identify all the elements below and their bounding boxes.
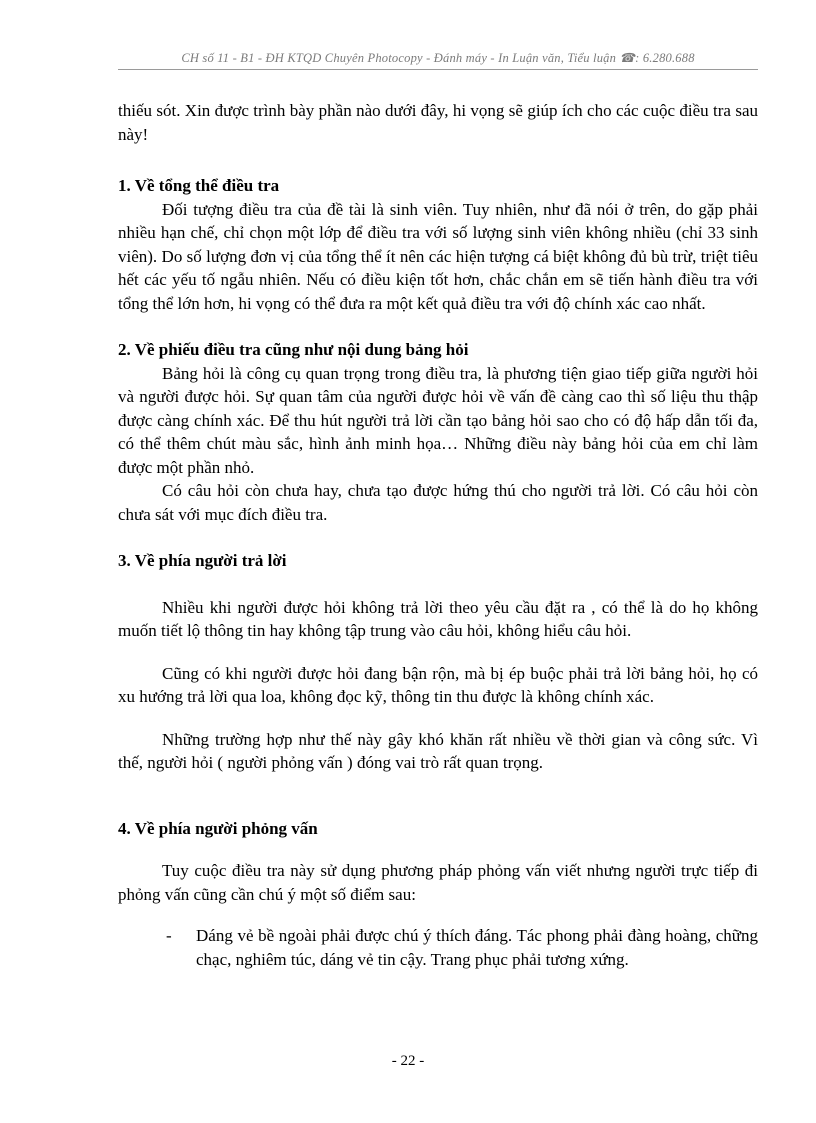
section-4 bbox=[118, 817, 758, 972]
section-heading: 3. Về phía người trả lời bbox=[118, 551, 287, 570]
section-3 bbox=[118, 549, 758, 775]
bullet-marker: - bbox=[166, 926, 172, 945]
paragraph: Nhiều khi người được hỏi không trả lời theo yêu cầu đặt ra , có thể là do họ không muốn tiết lộ thông tin hay không tập trung vào câu hỏi, không hiểu câu hỏi. bbox=[118, 597, 758, 640]
paragraph: Bảng hỏi là công cụ quan trọng trong điều tra, là phương tiện giao tiếp giữa người hỏi và người được hỏi. Sự quan tâm của người được hỏi về vấn đề càng cao thì số liệu thu thập được càng chính xác. Để thu hút người trả lời cần tạo bảng hỏi sao cho có độ hấp dẫn tối đa, có thể thêm chút màu sắc, hình ảnh minh họa… Những điều này bảng hỏi của em chỉ làm được một phần nhỏ. bbox=[118, 363, 758, 477]
section-2 bbox=[118, 338, 758, 526]
bullet-text: Dáng vẻ bề ngoài phải được chú ý thích đáng. Tác phong phải đàng hoàng, chững chạc, nghiêm túc, dáng vẻ tin cậy. Trang phục phải tương xứng. bbox=[196, 926, 758, 969]
section-heading: 1. Về tổng thể điều tra bbox=[118, 176, 280, 195]
header-rule bbox=[118, 69, 758, 70]
bullet-item bbox=[166, 924, 758, 971]
intro-paragraph: thiếu sót. Xin được trình bày phần nào dưới đây, hi vọng sẽ giúp ích cho các cuộc điều tra sau này! bbox=[118, 101, 758, 144]
section-1 bbox=[118, 174, 758, 315]
section-heading: 2. Về phiếu điều tra cũng như nội dung bảng hỏi bbox=[118, 340, 469, 359]
running-header: CH số 11 - B1 - ĐH KTQD Chuyên Photocopy - Đánh máy - In Luận văn, Tiểu luận ☎: 6.280.688 bbox=[181, 51, 695, 65]
paragraph: Những trường hợp như thế này gây khó khăn rất nhiều về thời gian và công sức. Vì thế, người hỏi ( người phỏng vấn ) đóng vai trò rất quan trọng. bbox=[118, 729, 758, 772]
page-body bbox=[118, 99, 758, 971]
paragraph: Cũng có khi người được hỏi đang bận rộn, mà bị ép buộc phải trả lời bảng hỏi, họ có xu hướng trả lời qua loa, không đọc kỹ, thông tin thu được là không chính xác. bbox=[118, 663, 758, 706]
section-heading: 4. Về phía người phỏng vấn bbox=[118, 818, 318, 838]
paragraph: Có câu hỏi còn chưa hay, chưa tạo được hứng thú cho người trả lời. Có câu hỏi còn chưa sát với mục đích điều tra. bbox=[118, 481, 758, 524]
paragraph: Đối tượng điều tra của đề tài là sinh viên. Tuy nhiên, như đã nói ở trên, do gặp phải nhiều hạn chế, chỉ chọn một lớp để điều tra với số lượng sinh viên không nhiều (chỉ 33 sinh viên). Do số lượng đơn vị của tổng thể ít nên các hiện tượng cá biệt không đủ bù trừ, triệt tiêu hết các yếu tố ngẫu nhiên. Nếu có điều kiện tốt hơn, chắc chắn em sẽ tiến hành điều tra với tổng thể lớn hơn, hi vọng có thể đưa ra một kết quả điều tra với độ chính xác cao nhất. bbox=[118, 199, 758, 313]
paragraph: Tuy cuộc điều tra này sử dụng phương pháp phỏng vấn viết nhưng người trực tiếp đi phỏng vấn cũng cần chú ý một số điểm sau: bbox=[118, 861, 758, 904]
page-number: - 22 - bbox=[391, 1053, 425, 1069]
